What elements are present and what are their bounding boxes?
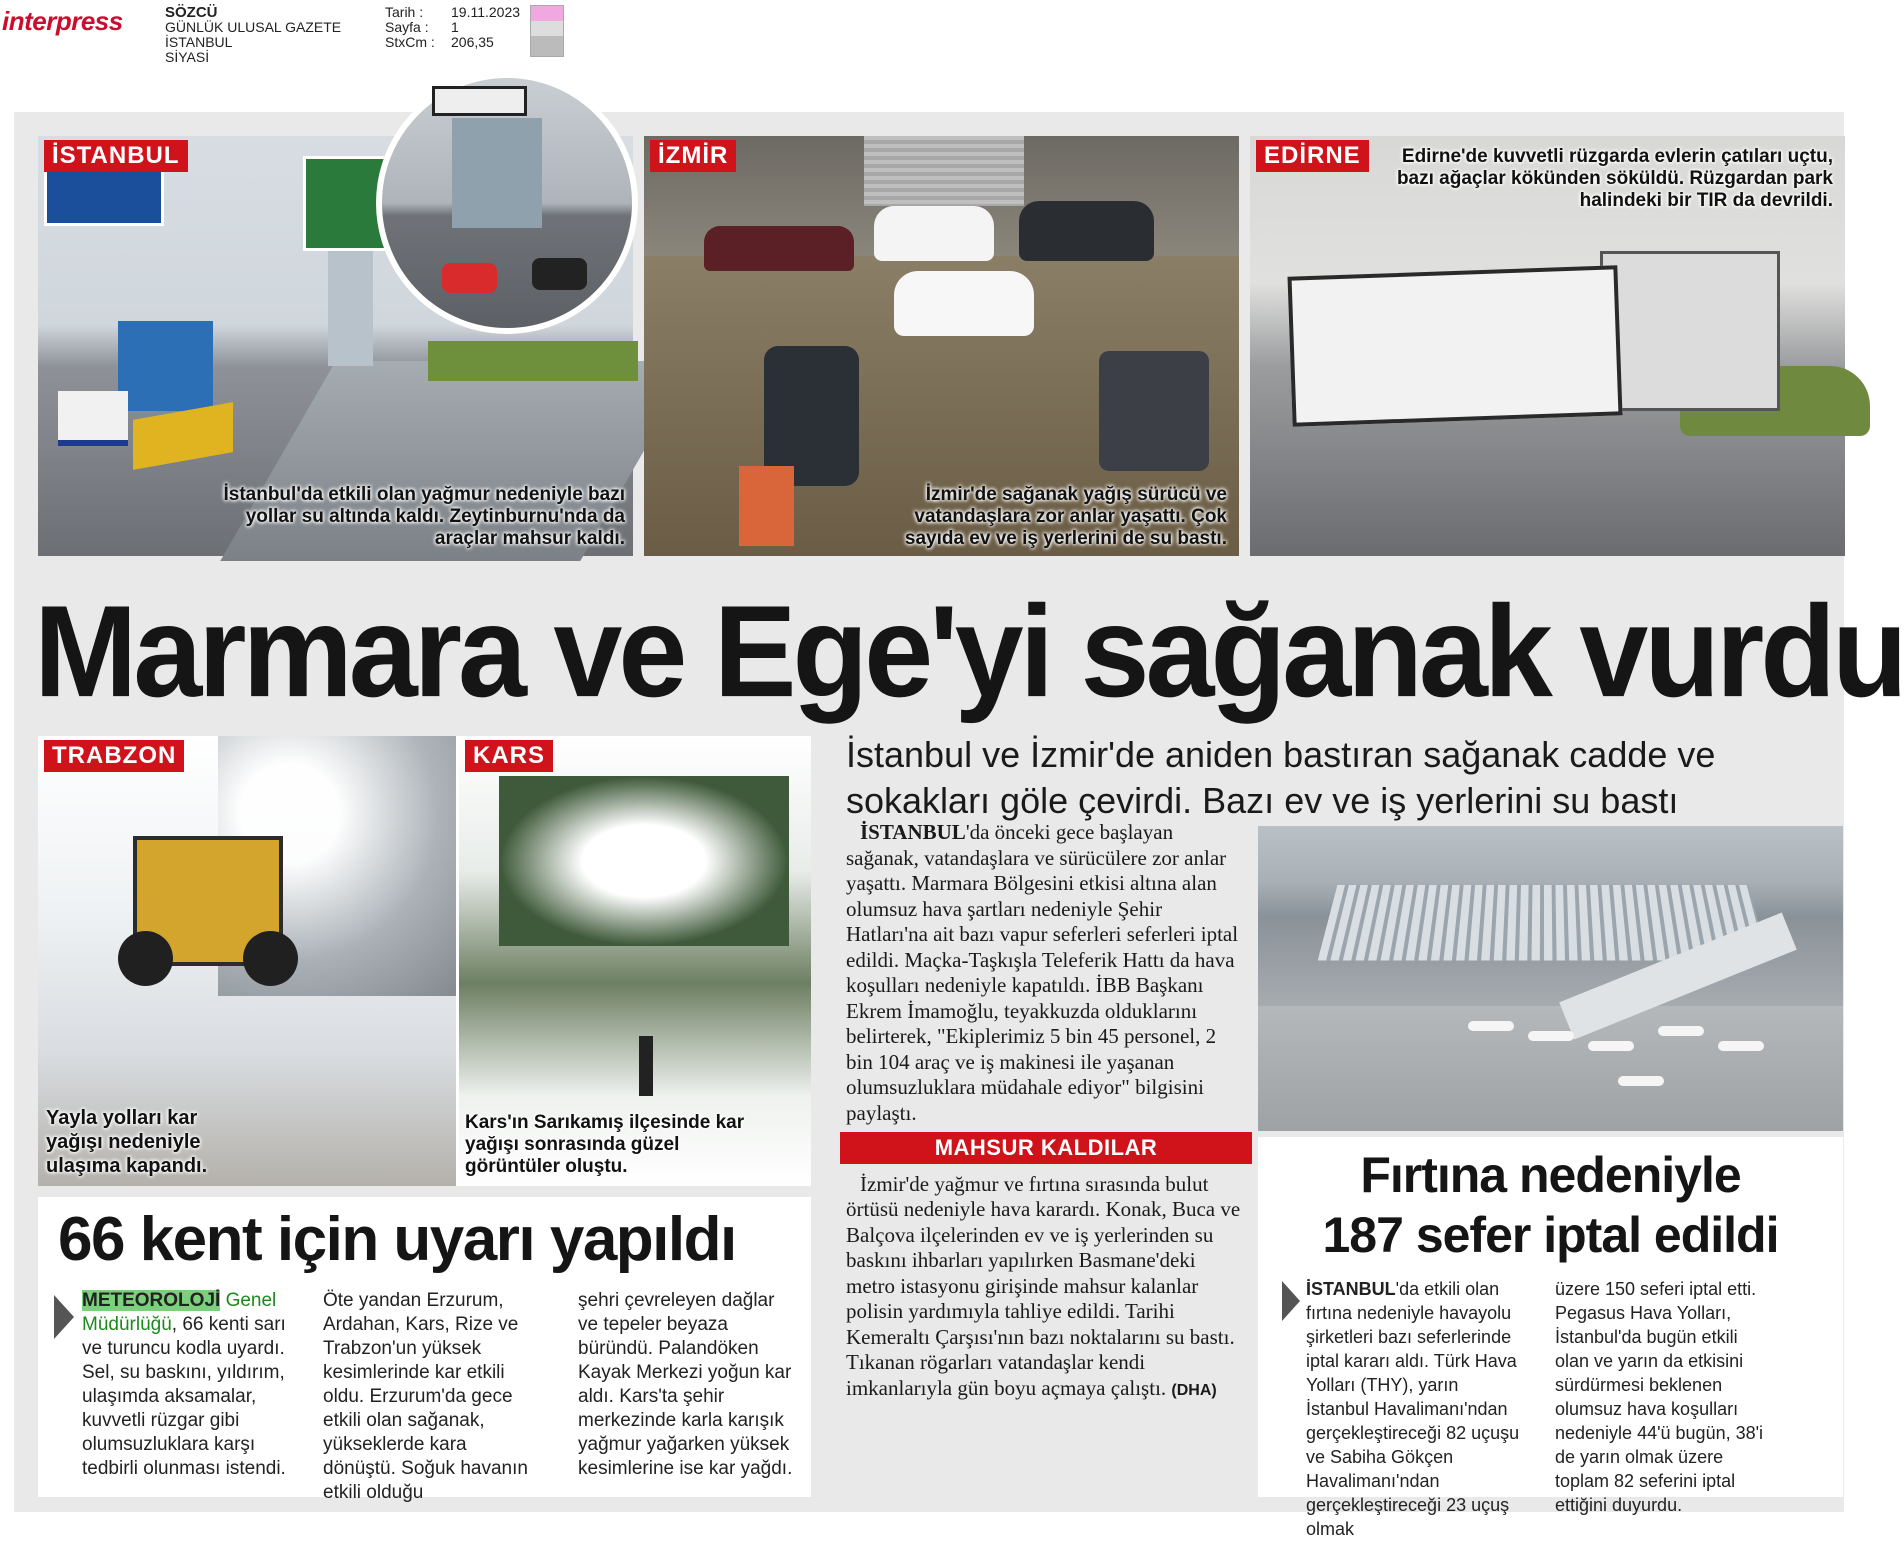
- airplane: [1468, 1021, 1514, 1031]
- walking-person: [639, 1036, 653, 1096]
- yellow-barrier: [133, 402, 233, 470]
- airport-sign: [44, 166, 164, 226]
- main-story-p1-text: 'da önceki gece başlayan sağanak, vatandaşlara ve sürücülere zor anlar yaşattı. Marmara Bölgesini etkisi altına alan olumsuz hava şartları nedeniyle Şehir Hatları'na ait bazı vapur seferleri seferleri iptal edildi. Maçka-Taşkışla Teleferik Hattı da hava koşulları nedeniyle kapatıldı. İBB Başkanı Ekrem İmamoğlu, teyakkuzda olduklarını belirterek, "Ekiplerimiz 5 bin 45 personel, 2 bin 104 araç ve iş makinesi ile yaşanan olumsuzluklara müdahale ediyor" bilgisini paylaştı.: [846, 820, 1239, 1125]
- warning-col-3: şehri çevreleyen dağlar ve tepeler beyaza büründü. Palandöken Kayak Merkezi yoğun kar aldı. Kars'ta şehir merkezinde karla karışık yağmur yağarken yüksek kesimlerine ise kar yağdı.: [578, 1290, 793, 1479]
- mahsur-kaldilar-banner: MAHSUR KALDILAR: [840, 1132, 1252, 1164]
- date-value: 19.11.2023: [451, 4, 521, 20]
- overturned-truck: [1287, 265, 1622, 426]
- interpress-logo: interpress: [2, 6, 123, 36]
- flight-story: [1258, 1137, 1843, 1539]
- inset-red-car: [442, 263, 497, 293]
- main-headline: Marmara ve Ege'yi sağanak vurdu: [34, 579, 1904, 725]
- airplane: [1528, 1031, 1574, 1041]
- tow-truck: [118, 321, 213, 411]
- warning-title: 66 kent için uyarı yapıldı: [58, 1205, 736, 1274]
- publication-name: SÖZCÜ: [165, 4, 218, 21]
- main-story-lead: İSTANBUL: [860, 820, 966, 844]
- snow-photos: [38, 736, 811, 1186]
- istanbul-tag: İSTANBUL: [44, 140, 188, 172]
- istanbul-caption: İstanbul'da etkili olan yağmur nedeniyle bazı yollar su altında kaldı. Zeytinburnu'nda da araçlar mahsur kaldı.: [223, 484, 625, 549]
- meteoroloji-highlight: METEOROLOJİ: [82, 1290, 221, 1311]
- shop-shutter: [864, 136, 1024, 206]
- publication-info: [165, 5, 341, 65]
- trabzon-photo: [38, 736, 456, 1186]
- flight-col-1-text: 'da etkili olan fırtına nedeniyle havayolu şirketleri bazı seferlerinde iptal kararı aldı. Türk Hava Yolları (THY), yarın İstanbul Havalimanı'ndan gerçekleştireceği 82 uçuşu ve Sabiha Gökçen Havalimanı'ndan gerçekleştireceği 23 uçuş olmak: [1306, 1279, 1520, 1539]
- main-story-paragraph-1: [846, 820, 1246, 1126]
- warning-col-1-text: , 66 kenti sarı ve turuncu kodla uyardı. Sel, su baskını, yıldırım, ulaşımda aksamalar, kuvvetli rüzgar gibi olumsuzluklara karşı tedbirli olunması istendi.: [82, 1314, 286, 1479]
- loader-wheel-right: [243, 931, 298, 986]
- parked-car-black: [1019, 201, 1154, 261]
- subheadline: İstanbul ve İzmir'de aniden bastıran sağanak cadde ve sokakları göle çevirdi. Bazı ev ve iş yerlerini su bastı: [846, 734, 1716, 821]
- story-arrow-icon: [54, 1295, 74, 1339]
- loader-wheel-left: [118, 931, 173, 986]
- airport-apron: [1258, 1006, 1843, 1131]
- main-story-paragraph-2: [846, 1172, 1246, 1404]
- publication-type: GÜNLÜK ULUSAL GAZETE: [165, 19, 342, 35]
- edirne-caption: Edirne'de kuvvetli rüzgarda evlerin çatıları uçtu, bazı ağaçlar kökünden söküldü. Rüzgardan park halindeki bir TIR da devrildi.: [1396, 146, 1833, 211]
- date-label: Tarih :: [385, 4, 424, 20]
- genel-mudurlugu-highlight: Genel Müdürlüğü: [82, 1290, 277, 1335]
- trabzon-tag: TRABZON: [44, 740, 184, 772]
- tower-building: [328, 246, 373, 366]
- police-car: [58, 391, 128, 446]
- inset-black-car: [532, 258, 587, 290]
- kars-photo: [456, 736, 811, 1186]
- warning-col-1: [82, 1289, 297, 1481]
- area-label: StxCm :: [385, 34, 435, 50]
- page-thumbnail[interactable]: [530, 5, 564, 57]
- airplane: [1588, 1041, 1634, 1051]
- kars-tag: KARS: [465, 740, 553, 772]
- story-arrow-icon: [1282, 1281, 1300, 1321]
- page-value: 1: [451, 19, 459, 35]
- trash-bin: [739, 466, 794, 546]
- flight-title: [1258, 1145, 1843, 1265]
- truck-trailer: [1600, 251, 1780, 411]
- izmir-tag: İZMİR: [650, 140, 736, 172]
- izmir-photo: [644, 136, 1239, 556]
- inset-building: [452, 118, 542, 228]
- area-value: 206,35: [451, 34, 494, 50]
- warning-story: [38, 1197, 811, 1503]
- main-story-p2-text: İzmir'de yağmur ve fırtına sırasında bulut örtüsü nedeniyle hava karardı. Konak, Buca ve Balçova ilçelerinden ev ve iş yerlerinden su baskını ihbarları yapılırken Basmane'deki metro istasyonu girişinde mahsur kalanlar polisin yardımıyla tahliye edildi. Tarihi Kemeraltı Çarşısı'nın bazı noktalarını su bastı. Tıkanan rögarları vatandaşlar kendi imkanlarıyla gün boyu açmaya çalıştı.: [846, 1171, 1241, 1400]
- publication-city: İSTANBUL: [165, 34, 233, 50]
- flight-col-2: üzere 150 seferi iptal etti. Pegasus Hava Yolları, İstanbul'da bugün etkili olan ve yarın da etkisini sürdürmesi beklenen olumsuz hava koşulları nedeniyle 44'ü bugün, 38'i de yarın olmak üzere toplam 82 seferini iptal ettiğini duyurdu.: [1555, 1279, 1764, 1515]
- zeytinburnu-inset-photo: [376, 72, 638, 334]
- source-credit: (DHA): [1171, 1381, 1217, 1399]
- edirne-tag: EDİRNE: [1256, 140, 1369, 172]
- parked-car-dark: [764, 346, 859, 486]
- parked-car-red: [704, 226, 854, 271]
- page-label: Sayfa :: [385, 19, 429, 35]
- inset-sign: [432, 86, 527, 116]
- warning-col-2: Öte yandan Erzurum, Ardahan, Kars, Rize ve Trabzon'un yüksek kesimlerinde kar etkili oldu. Erzurum'da gece etkili olan sağanak, yükseklerde kara dönüştü. Soğuk havanın etkili olduğu: [323, 1290, 528, 1503]
- flight-title-line-2: 187 sefer iptal edildi: [1322, 1207, 1779, 1263]
- airport-photo: [1258, 826, 1843, 1131]
- parked-suv: [1099, 351, 1209, 471]
- trabzon-caption: Yayla yolları kar yağışı nedeniyle ulaşıma kapandı.: [46, 1107, 208, 1177]
- izmir-caption: İzmir'de sağanak yağış sürücü ve vatandaşlara zor anlar yaşattı. Çok sayıda ev ve iş yerlerini de su bastı.: [904, 484, 1227, 549]
- flight-col-1: [1306, 1277, 1521, 1541]
- airplane: [1658, 1026, 1704, 1036]
- main-story: [846, 820, 1246, 1403]
- publication-category: SİYASİ: [165, 49, 210, 65]
- snowy-pine-branches: [499, 776, 789, 946]
- parked-car-white: [874, 206, 994, 261]
- flight-title-line-1: Fırtına nedeniyle: [1360, 1147, 1741, 1203]
- airplane: [1718, 1041, 1764, 1051]
- driving-car-white: [894, 271, 1034, 336]
- edirne-photo: [1250, 136, 1845, 556]
- newspaper-page: [14, 112, 1904, 1539]
- airplane: [1618, 1076, 1664, 1086]
- median-grass: [428, 341, 638, 381]
- kars-caption: Kars'ın Sarıkamış ilçesinde kar yağışı sonrasında güzel görüntüler oluştu.: [465, 1112, 745, 1177]
- clipping-meta: [385, 5, 520, 50]
- flight-lead: İSTANBUL: [1306, 1279, 1396, 1299]
